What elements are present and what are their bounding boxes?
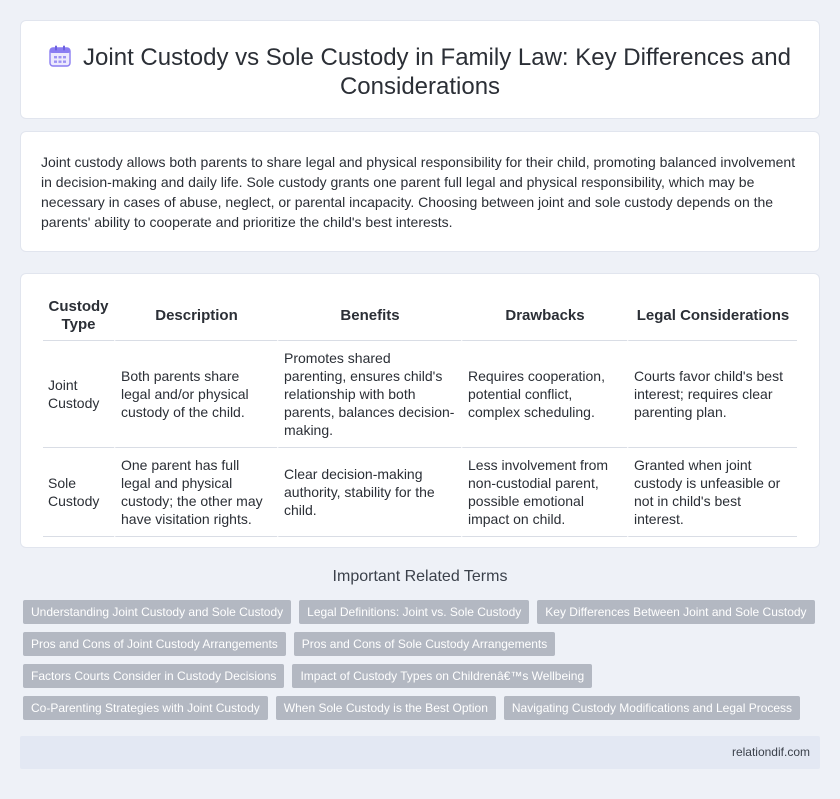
cell-custody-type: Joint Custody [43, 341, 114, 448]
calendar-icon [49, 45, 71, 67]
related-term-tag[interactable]: Impact of Custody Types on Childrenâ€™s Wellbeing [292, 664, 592, 688]
cell-benefits: Promotes shared parenting, ensures child's relationship with both parents, balances decision-making. [277, 341, 461, 448]
cell-drawbacks: Less involvement from non-custodial parent, possible emotional impact on child. [461, 448, 627, 537]
related-term-tag[interactable]: Navigating Custody Modifications and Legal Process [504, 696, 800, 720]
cell-legal-considerations: Courts favor child's best interest; requires clear parenting plan. [627, 341, 797, 448]
related-term-tag[interactable]: Pros and Cons of Joint Custody Arrangements [23, 632, 286, 656]
related-term-tag[interactable]: Legal Definitions: Joint vs. Sole Custody [299, 600, 529, 624]
comparison-table [43, 292, 797, 537]
cell-description: One parent has full legal and physical custody; the other may have visitation rights. [114, 448, 277, 537]
related-term-tag[interactable]: Understanding Joint Custody and Sole Custody [23, 600, 291, 624]
related-term-tag[interactable]: Key Differences Between Joint and Sole Custody [537, 600, 814, 624]
header-drawbacks: Drawbacks [461, 292, 627, 341]
footer-site-link[interactable]: relationdif.com [731, 745, 810, 759]
cell-benefits: Clear decision-making authority, stability for the child. [277, 448, 461, 537]
table-header-row [43, 292, 797, 341]
footer [20, 736, 820, 769]
header-description: Description [114, 292, 277, 341]
related-terms-list [23, 600, 823, 720]
related-term-tag[interactable]: Pros and Cons of Sole Custody Arrangements [294, 632, 555, 656]
related-term-tag[interactable]: Co-Parenting Strategies with Joint Custody [23, 696, 268, 720]
header-legal-considerations: Legal Considerations [627, 292, 797, 341]
table-row [43, 341, 797, 448]
cell-custody-type: Sole Custody [43, 448, 114, 537]
header-card [20, 20, 820, 119]
title-line-2: Considerations [339, 73, 501, 100]
table-row [43, 448, 797, 537]
related-term-tag[interactable]: Factors Courts Consider in Custody Decisions [23, 664, 284, 688]
header-custody-type: Custody Type [43, 292, 114, 341]
cell-description: Both parents share legal and/or physical custody of the child. [114, 341, 277, 448]
intro-text: Joint custody allows both parents to share legal and physical responsibility for their child, promoting balanced involvement in decision-making and daily life. Sole custody grants one parent full legal and physical responsibility, which may be necessary in cases of abuse, neglect, or parental incapacity. Choosing between joint and sole custody depends on the parents' ability to cooperate and prioritize the child's best interests. [41, 154, 796, 230]
related-terms-title: Important Related Terms [332, 568, 508, 585]
comparison-table-card [20, 273, 820, 548]
header-benefits: Benefits [277, 292, 461, 341]
title-line-1: Joint Custody vs Sole Custody in Family Law: Key Differences and [83, 44, 791, 71]
cell-legal-considerations: Granted when joint custody is unfeasible or not in child's best interest. [627, 448, 797, 537]
intro-card [20, 131, 820, 252]
cell-drawbacks: Requires cooperation, potential conflict, complex scheduling. [461, 341, 627, 448]
related-term-tag[interactable]: When Sole Custody is the Best Option [276, 696, 496, 720]
page-title [21, 43, 819, 101]
